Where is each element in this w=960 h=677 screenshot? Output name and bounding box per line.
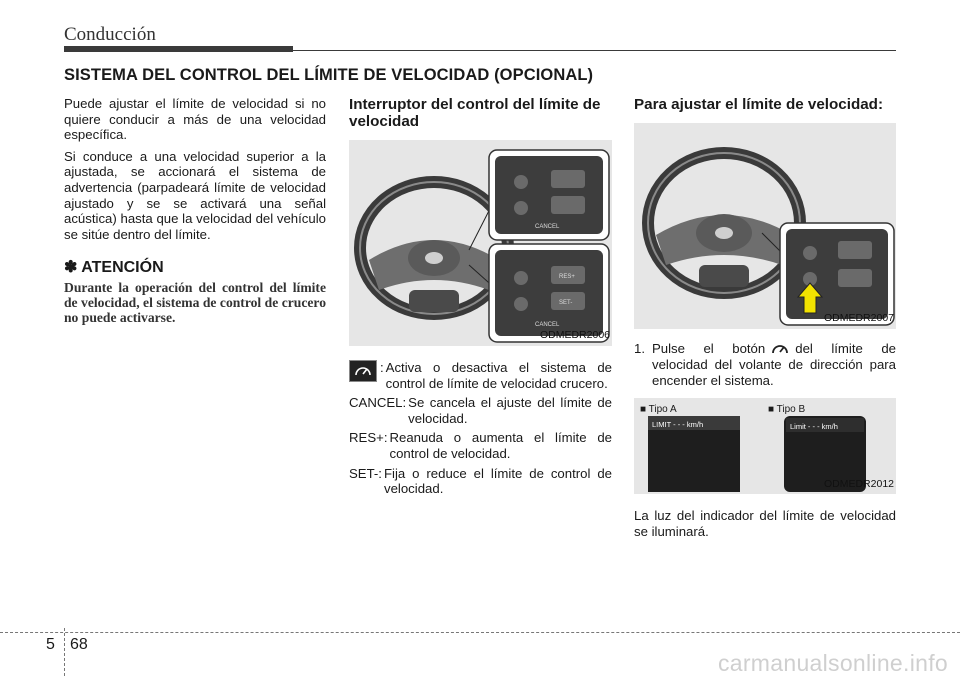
switch-heading: Interruptor del control del límite de velocidad (349, 96, 601, 130)
steering-wheel-arrow-illustration (634, 123, 896, 329)
step-number: 1. (634, 341, 645, 356)
speed-limit-icon (349, 360, 377, 382)
footer-dashed-line (0, 632, 960, 633)
section-number: 5 (46, 636, 55, 653)
header-rule-thick (64, 46, 293, 52)
switch-definitions (349, 360, 612, 497)
setup-heading: Para ajustar el límite de velocidad: (634, 96, 884, 113)
tipo-a-label: ■ Tipo A (640, 404, 677, 416)
watermark: carmanualsonline.info (717, 650, 948, 676)
footer-dashed-divider (64, 628, 65, 676)
figure-code-2006: ODMEDR2006 (539, 329, 610, 342)
cancel-label-top: CANCEL (535, 224, 560, 230)
set-label: SET- (559, 300, 573, 306)
column-switch (349, 96, 612, 501)
intro-paragraph-2: Si conduce a una velocidad superior a la ajustada, se accionará el sistema de advertencia (parpadeará límite de velocidad ajustado y se se activará una señal acústica) hasta que la velocidad del vehículo se sitúe dentro del límite. (64, 148, 326, 242)
section-title: SISTEMA DEL CONTROL DEL LÍMITE DE VELOCIDAD (OPCIONAL) (64, 66, 594, 84)
definition-desc: Se cancela el ajuste del límite de velocidad. (408, 395, 612, 426)
definition-limit-button: : Activa o desactiva el sistema de control de límite de velocidad crucero. (349, 360, 612, 391)
cancel-label-bottom: CANCEL (535, 322, 560, 328)
final-paragraph: La luz del indicador del límite de velocidad se iluminará. (634, 508, 896, 539)
step-1: 1. Pulse el botón del límite de velocidad del volante de dirección para encender el sistema. (634, 341, 896, 388)
header-rule-thin (293, 50, 896, 51)
definition-set: SET-: Fija o reduce el límite de control de velocidad. (349, 465, 612, 497)
definition-desc: Activa o desactiva el sistema de control de límite de velocidad crucero. (385, 360, 612, 391)
cluster-display-figure (634, 398, 896, 494)
definition-desc: Reanuda o aumenta el límite de control de velocidad. (389, 430, 612, 461)
column-setup (634, 96, 896, 545)
tipo-b-label: ■ Tipo B (768, 404, 806, 416)
res-label: RES+ (559, 274, 575, 280)
display-a-text: LIMIT - - - km/h (652, 420, 704, 430)
definition-desc: Fija o reduce el límite de control de velocidad. (383, 465, 612, 497)
attention-body: Durante la operación del control del límite de velocidad, el sistema de control de crucero no puede activarse. (64, 279, 326, 326)
intro-paragraph-1: Puede ajustar el límite de velocidad si no quiere conducir a más de una velocidad específica. (64, 96, 326, 143)
figure-code-2012: ODMEDR2012 (823, 477, 894, 490)
attention-heading: ✽ ATENCIÓN (64, 259, 164, 277)
steering-wheel-figure-2007 (634, 123, 896, 329)
page-number: 68 (70, 636, 88, 653)
definition-cancel: CANCEL: Se cancela el ajuste del límite de velocidad. (349, 395, 612, 426)
speed-limit-icon (769, 341, 791, 357)
steering-wheel-illustration (349, 140, 612, 346)
definition-res: RES+: Reanuda o aumenta el límite de control de velocidad. (349, 430, 612, 461)
display-b-text: Limit - - - km/h (790, 422, 838, 432)
chapter-title: Conducción (64, 24, 156, 45)
steering-wheel-figure-2006 (349, 140, 612, 346)
figure-code-2007: ODMEDR2007 (823, 312, 894, 325)
column-intro (64, 96, 326, 326)
